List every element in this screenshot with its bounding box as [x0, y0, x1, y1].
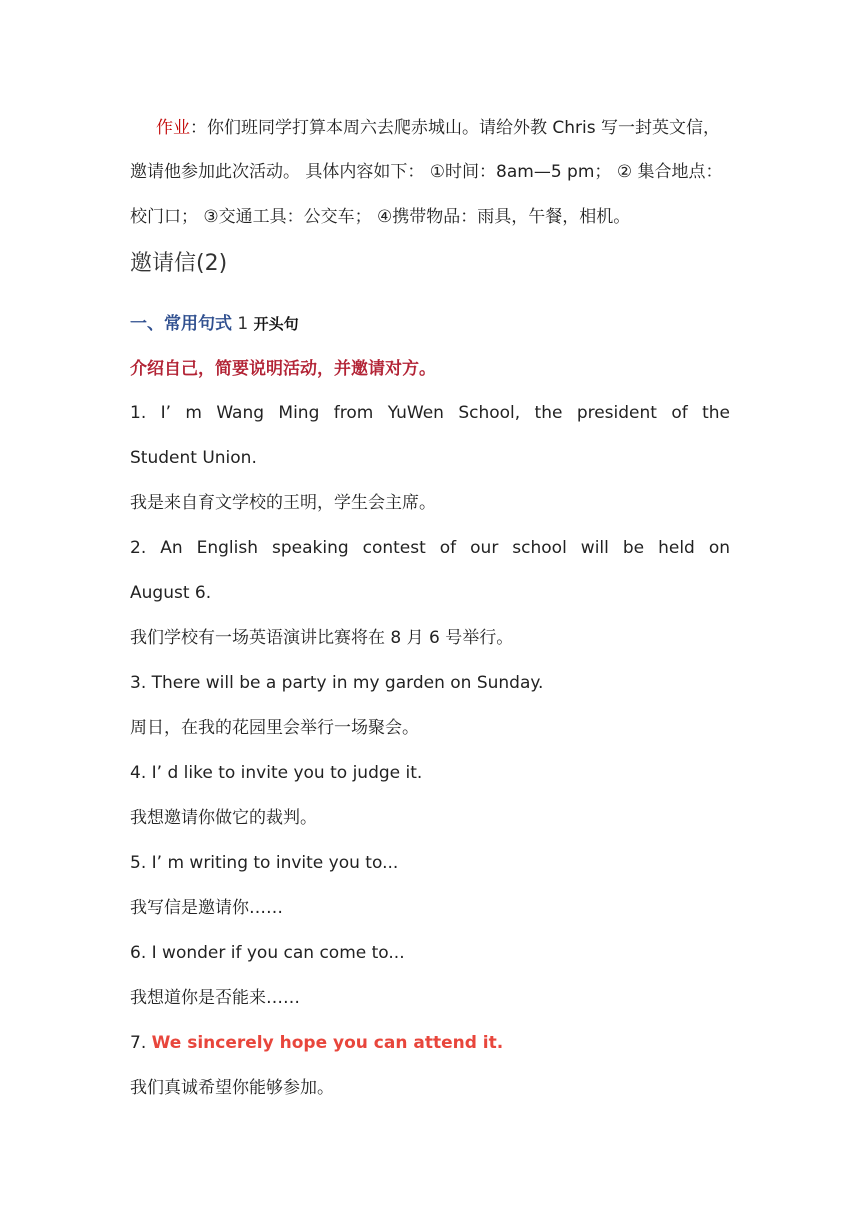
sentence-6-zh: 我想道你是否能来…… — [130, 988, 300, 1008]
sentence-7-number: 7. — [130, 1033, 152, 1053]
section-prefix: 一、常用句式 — [130, 314, 232, 334]
sentence-3-en: 3. There will be a party in my garden on Sunday. — [130, 673, 544, 693]
sentence-3-zh: 周日，在我的花园里会举行一场聚会。 — [130, 718, 419, 738]
sentence-2-en-line-2: August 6. — [130, 583, 212, 603]
sentence-7-en — [130, 1031, 730, 1055]
sentence-1-zh: 我是来自育文学校的王明，学生会主席。 — [130, 493, 436, 513]
sentence-1-en-line-2: Student Union. — [130, 448, 257, 468]
section-number: 1 — [232, 314, 254, 334]
document-title: 邀请信(2) — [130, 251, 228, 276]
assignment-line-2: 邀请他参加此次活动。 具体内容如下： ①时间：8am—5 pm； ② 集合地点： — [130, 162, 723, 182]
sentence-2-en-line-1: 2. An English speaking contest of our school will be held on — [130, 538, 730, 558]
assignment-line-3: 校门口； ③交通工具：公交车； ④携带物品：雨具，午餐，相机。 — [130, 207, 631, 227]
assignment-label: 作业 — [156, 118, 190, 138]
section-name: 开头句 — [253, 315, 299, 333]
sentence-4-zh: 我想邀请你做它的裁判。 — [130, 808, 317, 828]
assignment-line-1-text: ：你们班同学打算本周六去爬赤城山。请给外教 Chris 写一封英文信， — [190, 118, 721, 138]
sentence-5-zh: 我写信是邀请你…… — [130, 898, 283, 918]
sentence-1-en-line-1: 1. I’ m Wang Ming from YuWen School, the president of the — [130, 403, 730, 423]
sentence-6-en: 6. I wonder if you can come to... — [130, 943, 405, 963]
sentence-5-en: 5. I’ m writing to invite you to... — [130, 853, 399, 873]
sentence-7-zh: 我们真诚希望你能够参加。 — [130, 1078, 334, 1098]
intro-text: 介绍自己，简要说明活动，并邀请对方。 — [130, 359, 436, 379]
assignment-line-1 — [156, 116, 730, 140]
sentence-4-en: 4. I’ d like to invite you to judge it. — [130, 763, 423, 783]
sentence-2-zh: 我们学校有一场英语演讲比赛将在 8 月 6 号举行。 — [130, 628, 514, 648]
section-heading — [130, 312, 730, 336]
sentence-7-highlight: We sincerely hope you can attend it. — [151, 1033, 504, 1053]
